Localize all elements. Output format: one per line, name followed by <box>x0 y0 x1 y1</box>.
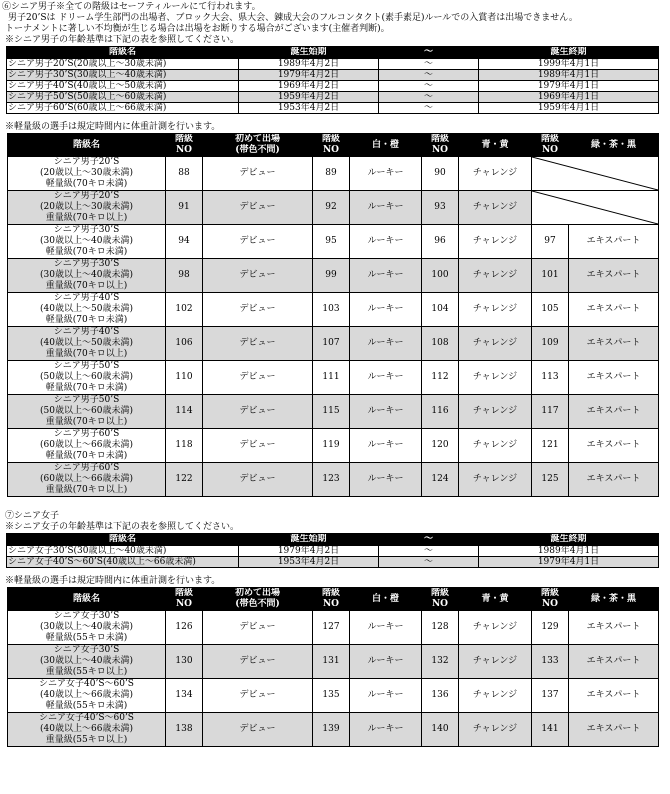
class-no-challenge: 116 <box>422 395 459 429</box>
class-no-debut: 94 <box>166 225 203 259</box>
class-no-debut: 118 <box>166 429 203 463</box>
rookie-label: ルーキー <box>350 429 422 463</box>
class-no-rookie: 127 <box>313 611 350 645</box>
age-header-end: 誕生終期 <box>479 534 659 546</box>
class-no-challenge: 128 <box>422 611 459 645</box>
class-no-rookie: 119 <box>313 429 350 463</box>
class-no-expert: 105 <box>532 293 569 327</box>
class-header-text: 階級 <box>174 134 193 144</box>
class-no-challenge: 90 <box>422 157 459 191</box>
class-header-text: 白・橙 <box>371 593 399 604</box>
class-name-line: (30歳以上～40歳未満) <box>40 622 133 632</box>
class-name-line: (20歳以上～30歳未満) <box>40 168 133 178</box>
debut-label: デビュー <box>203 429 313 463</box>
class-header-0 <box>8 588 166 611</box>
rookie-label: ルーキー <box>350 157 422 191</box>
age-header-class: 階級名 <box>7 47 239 59</box>
class-header-text: NO <box>322 145 340 155</box>
class-header-3 <box>313 588 350 611</box>
age-start-date: 1979年4月2日 <box>239 70 379 81</box>
challenge-label: チャレンジ <box>459 713 532 747</box>
class-name-line: 軽量級(70キロ未満) <box>45 247 128 257</box>
age-header-start: 誕生始期 <box>239 534 379 546</box>
class-no-expert: 137 <box>532 679 569 713</box>
class-header-1 <box>166 134 203 157</box>
age-class-name: シニア男子60’S(60歳以上～66歳未満) <box>7 103 239 114</box>
challenge-label: チャレンジ <box>459 191 532 225</box>
class-name-line: (30歳以上～40歳未満) <box>40 656 133 666</box>
class-name-line: シニア女子40’S～60’S <box>39 713 134 723</box>
class-name-line: 重量級(70キロ以上) <box>45 349 128 359</box>
class-no-debut: 138 <box>166 713 203 747</box>
men-age-table <box>6 46 659 114</box>
age-row <box>7 546 659 557</box>
rookie-label: ルーキー <box>350 225 422 259</box>
class-no-expert: 141 <box>532 713 569 747</box>
table-row <box>8 157 659 191</box>
table-row <box>8 713 659 747</box>
table-row <box>8 611 659 645</box>
women-heading: ⑦シニア女子 <box>5 511 60 521</box>
class-no-debut: 130 <box>166 645 203 679</box>
class-header-text: 白・橙 <box>371 139 399 150</box>
expert-label: エキスパート <box>569 293 659 327</box>
age-class-name: シニア男子20’S(20歳以上～30歳未満) <box>7 59 239 70</box>
age-row <box>7 103 659 114</box>
class-no-rookie: 103 <box>313 293 350 327</box>
class-header-text: 階級 <box>321 588 340 598</box>
class-no-expert: 113 <box>532 361 569 395</box>
class-no-challenge: 120 <box>422 429 459 463</box>
class-header-3 <box>313 134 350 157</box>
class-name-line: (30歳以上～40歳未満) <box>40 236 133 246</box>
expert-label: エキスパート <box>569 327 659 361</box>
class-no-debut: 134 <box>166 679 203 713</box>
class-name-line: シニア男子30’S <box>53 259 120 269</box>
debut-label: デビュー <box>203 611 313 645</box>
age-row <box>7 70 659 81</box>
class-name-cell <box>8 225 166 259</box>
challenge-label: チャレンジ <box>459 361 532 395</box>
age-end-date: 1979年4月1日 <box>479 557 659 568</box>
class-no-challenge: 112 <box>422 361 459 395</box>
class-name-line: シニア女子40’S～60’S <box>39 679 134 689</box>
class-name-cell <box>8 463 166 497</box>
class-no-challenge: 124 <box>422 463 459 497</box>
class-no-rookie: 92 <box>313 191 350 225</box>
expert-label: エキスパート <box>569 679 659 713</box>
class-no-expert: 101 <box>532 259 569 293</box>
age-class-name: シニア女子40’S～60’S(40歳以上～66歳未満) <box>7 557 239 568</box>
age-header-class: 階級名 <box>7 534 239 546</box>
class-no-challenge: 132 <box>422 645 459 679</box>
table-row <box>8 645 659 679</box>
age-start-date: 1989年4月2日 <box>239 59 379 70</box>
rookie-label: ルーキー <box>350 361 422 395</box>
class-header-4 <box>350 588 422 611</box>
class-no-challenge: 93 <box>422 191 459 225</box>
women-weight-note: ※軽量級の選手は規定時間内に体重計測を行います。 <box>5 576 221 586</box>
class-name-line: (50歳以上～60歳未満) <box>40 406 133 416</box>
men-note-2: トーナメントに著しい不均衡が生じる場合は出場をお断りする場合がございます(主催者判断)。 <box>5 24 390 34</box>
table-row <box>8 191 659 225</box>
class-name-line: (40歳以上～66歳未満) <box>40 724 133 734</box>
class-name-line: (50歳以上～60歳未満) <box>40 372 133 382</box>
class-header-text: NO <box>431 145 449 155</box>
class-no-rookie: 95 <box>313 225 350 259</box>
debut-label: デビュー <box>203 327 313 361</box>
class-name-line: 重量級(55キロ以上) <box>45 735 128 745</box>
class-name-cell <box>8 259 166 293</box>
class-header-text: 階級名 <box>72 593 100 604</box>
class-header-text: 青・黄 <box>481 139 509 150</box>
class-name-line: 重量級(70キロ以上) <box>45 485 128 495</box>
table-row <box>8 327 659 361</box>
class-name-line: 重量級(70キロ以上) <box>45 213 128 223</box>
class-name-line: シニア女子30’S <box>53 645 120 655</box>
debut-label: デビュー <box>203 395 313 429</box>
age-end-date: 1989年4月1日 <box>479 70 659 81</box>
class-header-8 <box>569 588 659 611</box>
class-name-cell <box>8 645 166 679</box>
class-header-text: 階級 <box>540 588 559 598</box>
class-header-2 <box>203 588 313 611</box>
table-row <box>8 429 659 463</box>
age-start-date: 1959年4月2日 <box>239 92 379 103</box>
challenge-label: チャレンジ <box>459 395 532 429</box>
class-no-rookie: 139 <box>313 713 350 747</box>
class-name-line: 軽量級(70キロ未満) <box>45 451 128 461</box>
class-header-text: 初めて出場 <box>234 134 280 144</box>
class-no-rookie: 135 <box>313 679 350 713</box>
class-name-line: (40歳以上～50歳未満) <box>40 304 133 314</box>
class-name-line: シニア男子40’S <box>53 327 120 337</box>
age-header-tilde: ～ <box>379 534 479 546</box>
age-tilde: ～ <box>379 557 479 568</box>
men-class-table <box>7 133 659 497</box>
age-class-name: シニア男子40’S(40歳以上～50歳未満) <box>7 81 239 92</box>
empty-slot <box>532 157 659 191</box>
challenge-label: チャレンジ <box>459 645 532 679</box>
class-name-cell <box>8 157 166 191</box>
challenge-label: チャレンジ <box>459 293 532 327</box>
class-name-line: 軽量級(70キロ未満) <box>45 383 128 393</box>
age-tilde: ～ <box>379 92 479 103</box>
class-no-challenge: 100 <box>422 259 459 293</box>
age-end-date: 1999年4月1日 <box>479 59 659 70</box>
age-end-date: 1959年4月1日 <box>479 103 659 114</box>
class-name-line: シニア男子40’S <box>53 293 120 303</box>
class-name-cell <box>8 293 166 327</box>
class-header-0 <box>8 134 166 157</box>
rookie-label: ルーキー <box>350 645 422 679</box>
rookie-label: ルーキー <box>350 463 422 497</box>
class-no-debut: 126 <box>166 611 203 645</box>
challenge-label: チャレンジ <box>459 225 532 259</box>
class-name-line: シニア男子50’S <box>53 361 120 371</box>
challenge-label: チャレンジ <box>459 463 532 497</box>
challenge-label: チャレンジ <box>459 327 532 361</box>
class-name-cell <box>8 713 166 747</box>
rookie-label: ルーキー <box>350 293 422 327</box>
age-start-date: 1969年4月2日 <box>239 81 379 92</box>
table-row <box>8 361 659 395</box>
table-row <box>8 259 659 293</box>
rookie-label: ルーキー <box>350 679 422 713</box>
class-header-text: NO <box>175 599 193 609</box>
class-header-6 <box>459 134 532 157</box>
class-no-rookie: 107 <box>313 327 350 361</box>
age-start-date: 1979年4月2日 <box>239 546 379 557</box>
class-header-4 <box>350 134 422 157</box>
class-header-text: 階級 <box>540 134 559 144</box>
class-name-line: 重量級(70キロ以上) <box>45 281 128 291</box>
debut-label: デビュー <box>203 293 313 327</box>
class-header-text: 緑・茶・黒 <box>590 139 636 150</box>
age-end-date: 1979年4月1日 <box>479 81 659 92</box>
class-no-debut: 91 <box>166 191 203 225</box>
class-header-text: 青・黄 <box>481 593 509 604</box>
class-name-line: (60歳以上～66歳未満) <box>40 474 133 484</box>
rookie-label: ルーキー <box>350 259 422 293</box>
age-start-date: 1953年4月2日 <box>239 557 379 568</box>
table-row <box>8 679 659 713</box>
class-header-8 <box>569 134 659 157</box>
women-age-note: ※シニア女子の年齢基準は下記の表を参照してください。 <box>5 522 240 532</box>
class-name-line: 軽量級(70キロ未満) <box>45 315 128 325</box>
age-start-date: 1953年4月2日 <box>239 103 379 114</box>
class-header-text: NO <box>541 599 559 609</box>
diagonal-line <box>532 191 658 224</box>
age-row <box>7 92 659 103</box>
expert-label: エキスパート <box>569 463 659 497</box>
rookie-label: ルーキー <box>350 191 422 225</box>
rookie-label: ルーキー <box>350 395 422 429</box>
class-no-expert: 117 <box>532 395 569 429</box>
class-header-5 <box>422 588 459 611</box>
class-no-challenge: 96 <box>422 225 459 259</box>
class-name-line: (40歳以上～50歳未満) <box>40 338 133 348</box>
age-header-end: 誕生終期 <box>479 47 659 59</box>
debut-label: デビュー <box>203 713 313 747</box>
expert-label: エキスパート <box>569 361 659 395</box>
age-tilde: ～ <box>379 70 479 81</box>
class-no-expert: 109 <box>532 327 569 361</box>
class-header-text: NO <box>541 145 559 155</box>
age-class-name: シニア男子30’S(30歳以上～40歳未満) <box>7 70 239 81</box>
table-row <box>8 293 659 327</box>
class-name-line: シニア男子60’S <box>53 463 120 473</box>
empty-slot <box>532 191 659 225</box>
debut-label: デビュー <box>203 191 313 225</box>
class-no-challenge: 136 <box>422 679 459 713</box>
class-header-2 <box>203 134 313 157</box>
rookie-label: ルーキー <box>350 713 422 747</box>
expert-label: エキスパート <box>569 645 659 679</box>
men-note-1: 男子20’Sは ドリーム学生部門の出場者、ブロック大会、県大会、錬成大会のフルコンタクト(素手素足)ルールでの入賞者は出場できません。 <box>8 13 578 23</box>
class-name-line: 重量級(70キロ以上) <box>45 417 128 427</box>
challenge-label: チャレンジ <box>459 157 532 191</box>
class-header-7 <box>532 134 569 157</box>
age-tilde: ～ <box>379 59 479 70</box>
age-class-name: シニア男子50’S(50歳以上～60歳未満) <box>7 92 239 103</box>
class-name-cell <box>8 327 166 361</box>
class-name-line: シニア男子60’S <box>53 429 120 439</box>
class-name-line: 軽量級(55キロ未満) <box>45 701 128 711</box>
age-tilde: ～ <box>379 546 479 557</box>
age-header-start: 誕生始期 <box>239 47 379 59</box>
expert-label: エキスパート <box>569 429 659 463</box>
class-no-expert: 121 <box>532 429 569 463</box>
women-class-table <box>7 587 659 747</box>
class-name-line: (20歳以上～30歳未満) <box>40 202 133 212</box>
class-no-rookie: 131 <box>313 645 350 679</box>
women-age-table <box>6 533 659 568</box>
debut-label: デビュー <box>203 157 313 191</box>
class-header-text: 初めて出場 <box>234 588 280 598</box>
age-tilde: ～ <box>379 81 479 92</box>
challenge-label: チャレンジ <box>459 679 532 713</box>
class-header-text: 階級 <box>174 588 193 598</box>
class-no-debut: 98 <box>166 259 203 293</box>
class-no-expert: 133 <box>532 645 569 679</box>
debut-label: デビュー <box>203 679 313 713</box>
expert-label: エキスパート <box>569 713 659 747</box>
class-no-rookie: 115 <box>313 395 350 429</box>
class-name-line: 軽量級(70キロ未満) <box>45 179 128 189</box>
expert-label: エキスパート <box>569 395 659 429</box>
class-name-cell <box>8 361 166 395</box>
age-row <box>7 557 659 568</box>
class-header-5 <box>422 134 459 157</box>
class-name-line: シニア男子50’S <box>53 395 120 405</box>
class-no-expert: 97 <box>532 225 569 259</box>
age-class-name: シニア女子30’S(30歳以上～40歳未満) <box>7 546 239 557</box>
class-header-text: NO <box>322 599 340 609</box>
class-no-rookie: 123 <box>313 463 350 497</box>
class-no-rookie: 89 <box>313 157 350 191</box>
age-row <box>7 81 659 92</box>
class-no-challenge: 140 <box>422 713 459 747</box>
age-end-date: 1969年4月1日 <box>479 92 659 103</box>
class-header-text: (帯色不問) <box>235 145 280 155</box>
debut-label: デビュー <box>203 361 313 395</box>
class-name-line: シニア男子20’S <box>53 157 120 167</box>
class-name-line: シニア女子30’S <box>53 611 120 621</box>
class-no-expert: 129 <box>532 611 569 645</box>
class-header-text: 階級名 <box>72 139 100 150</box>
age-header-tilde: ～ <box>379 47 479 59</box>
class-name-line: 軽量級(55キロ未満) <box>45 633 128 643</box>
class-header-text: 階級 <box>430 588 449 598</box>
challenge-label: チャレンジ <box>459 259 532 293</box>
class-no-challenge: 108 <box>422 327 459 361</box>
class-name-cell <box>8 191 166 225</box>
class-name-line: 重量級(55キロ以上) <box>45 667 128 677</box>
table-row <box>8 395 659 429</box>
debut-label: デビュー <box>203 259 313 293</box>
class-name-line: (60歳以上～66歳未満) <box>40 440 133 450</box>
class-no-rookie: 99 <box>313 259 350 293</box>
expert-label: エキスパート <box>569 611 659 645</box>
class-name-cell <box>8 395 166 429</box>
page <box>0 2 670 747</box>
diagonal-line <box>532 157 658 190</box>
class-header-text: 階級 <box>430 134 449 144</box>
class-header-1 <box>166 588 203 611</box>
men-age-note: ※シニア男子の年齢基準は下記の表を参照してください。 <box>5 35 240 45</box>
age-end-date: 1989年4月1日 <box>479 546 659 557</box>
class-name-line: シニア男子20’S <box>53 191 120 201</box>
class-no-debut: 122 <box>166 463 203 497</box>
rookie-label: ルーキー <box>350 611 422 645</box>
expert-label: エキスパート <box>569 259 659 293</box>
class-name-line: (30歳以上～40歳未満) <box>40 270 133 280</box>
table-row <box>8 463 659 497</box>
class-header-text: NO <box>175 145 193 155</box>
class-no-debut: 114 <box>166 395 203 429</box>
class-header-text: 階級 <box>321 134 340 144</box>
table-row <box>8 225 659 259</box>
men-heading: ⑥シニア男子※全ての階級はセーフティルールにて行われます。 <box>2 2 261 12</box>
expert-label: エキスパート <box>569 225 659 259</box>
challenge-label: チャレンジ <box>459 429 532 463</box>
class-header-text: 緑・茶・黒 <box>590 593 636 604</box>
debut-label: デビュー <box>203 645 313 679</box>
class-no-rookie: 111 <box>313 361 350 395</box>
class-no-debut: 102 <box>166 293 203 327</box>
class-name-cell <box>8 679 166 713</box>
class-no-debut: 110 <box>166 361 203 395</box>
class-no-debut: 88 <box>166 157 203 191</box>
class-name-line: シニア男子30’S <box>53 225 120 235</box>
class-name-cell <box>8 429 166 463</box>
class-no-expert: 125 <box>532 463 569 497</box>
debut-label: デビュー <box>203 225 313 259</box>
age-row <box>7 59 659 70</box>
class-no-debut: 106 <box>166 327 203 361</box>
challenge-label: チャレンジ <box>459 611 532 645</box>
rookie-label: ルーキー <box>350 327 422 361</box>
class-no-challenge: 104 <box>422 293 459 327</box>
class-header-text: NO <box>431 599 449 609</box>
debut-label: デビュー <box>203 463 313 497</box>
class-name-line: (40歳以上～66歳未満) <box>40 690 133 700</box>
class-name-cell <box>8 611 166 645</box>
class-header-7 <box>532 588 569 611</box>
men-weight-note: ※軽量級の選手は規定時間内に体重計測を行います。 <box>5 122 221 132</box>
class-header-text: (帯色不問) <box>235 599 280 609</box>
class-header-6 <box>459 588 532 611</box>
age-tilde: ～ <box>379 103 479 114</box>
